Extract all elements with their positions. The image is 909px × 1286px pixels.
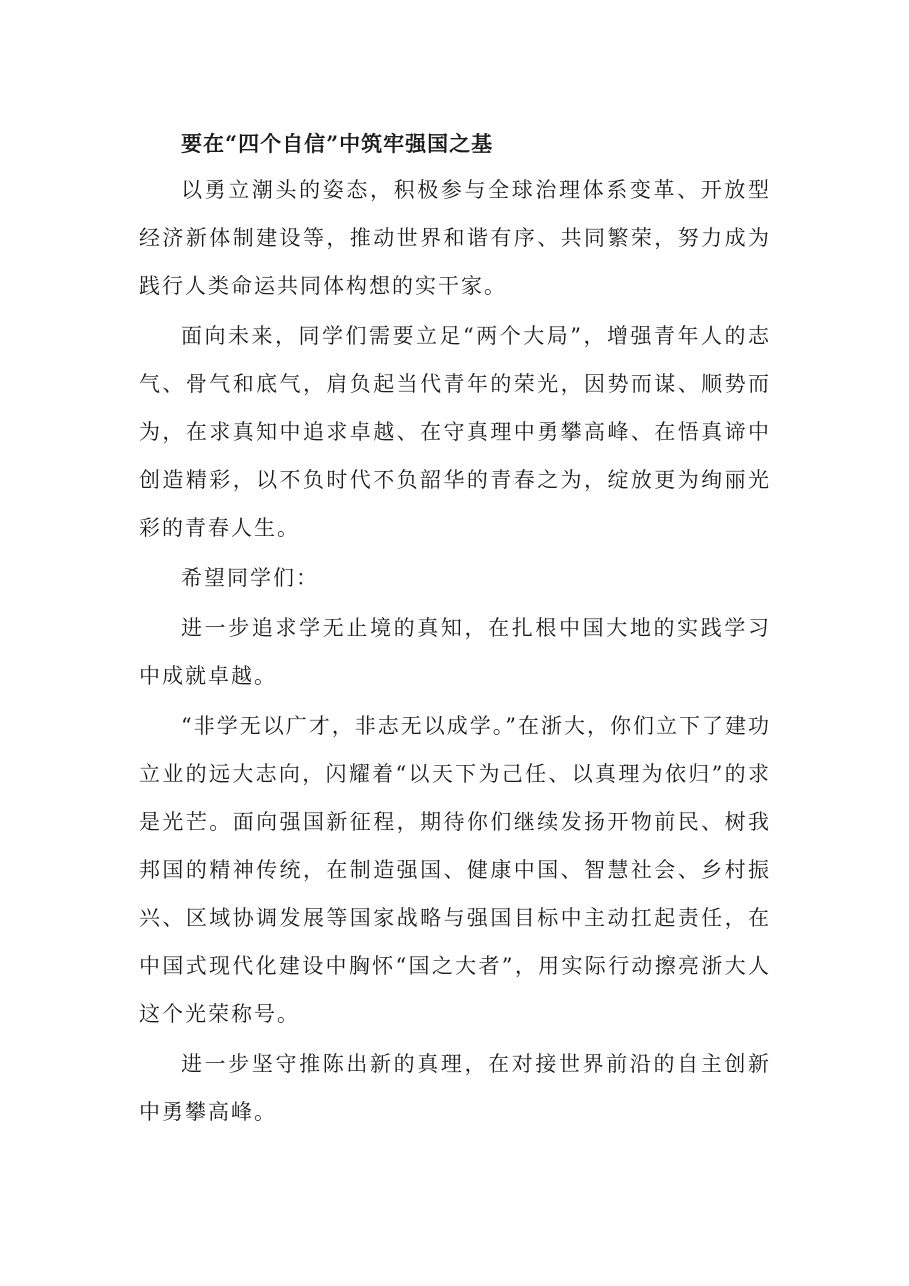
paragraph: 面向未来，同学们需要立足“两个大局”，增强青年人的志气、骨气和底气，肩负起当代青年的荣光，因势而谋、顺势而为，在求真知中追求卓越、在守真理中勇攀高峰、在悟真谛中创造精彩，以不负时代不负韶华的青春之为，绽放更为绚丽光彩的青春人生。 <box>139 324 771 540</box>
paragraph: 希望同学们： <box>181 566 319 590</box>
document-body <box>139 122 771 1136</box>
section-heading: 要在“四个自信”中筑牢强国之基 <box>181 131 494 156</box>
paragraph: 进一步追求学无止境的真知，在扎根中国大地的实践学习中成就卓越。 <box>139 616 771 688</box>
paragraph: 以勇立潮头的姿态，积极参与全球治理体系变革、开放型经济新体制建设等，推动世界和谐有序、共同繁荣，努力成为践行人类命运共同体构想的实干家。 <box>139 178 771 298</box>
paragraph: 进一步坚守推陈出新的真理，在对接世界前沿的自主创新中勇攀高峰。 <box>139 1052 771 1124</box>
paragraph: “非学无以广才，非志无以成学。”在浙大，你们立下了建功立业的远大志向，闪耀着“以天下为己任、以真理为依归”的求是光芒。面向强国新征程，期待你们继续发扬开物前民、树我邦国的精神传统，在制造强国、健康中国、智慧社会、乡村振兴、区域协调发展等国家战略与强国目标中主动扛起责任，在中国式现代化建设中胸怀“国之大者”，用实际行动擦亮浙大人这个光荣称号。 <box>139 714 771 1026</box>
